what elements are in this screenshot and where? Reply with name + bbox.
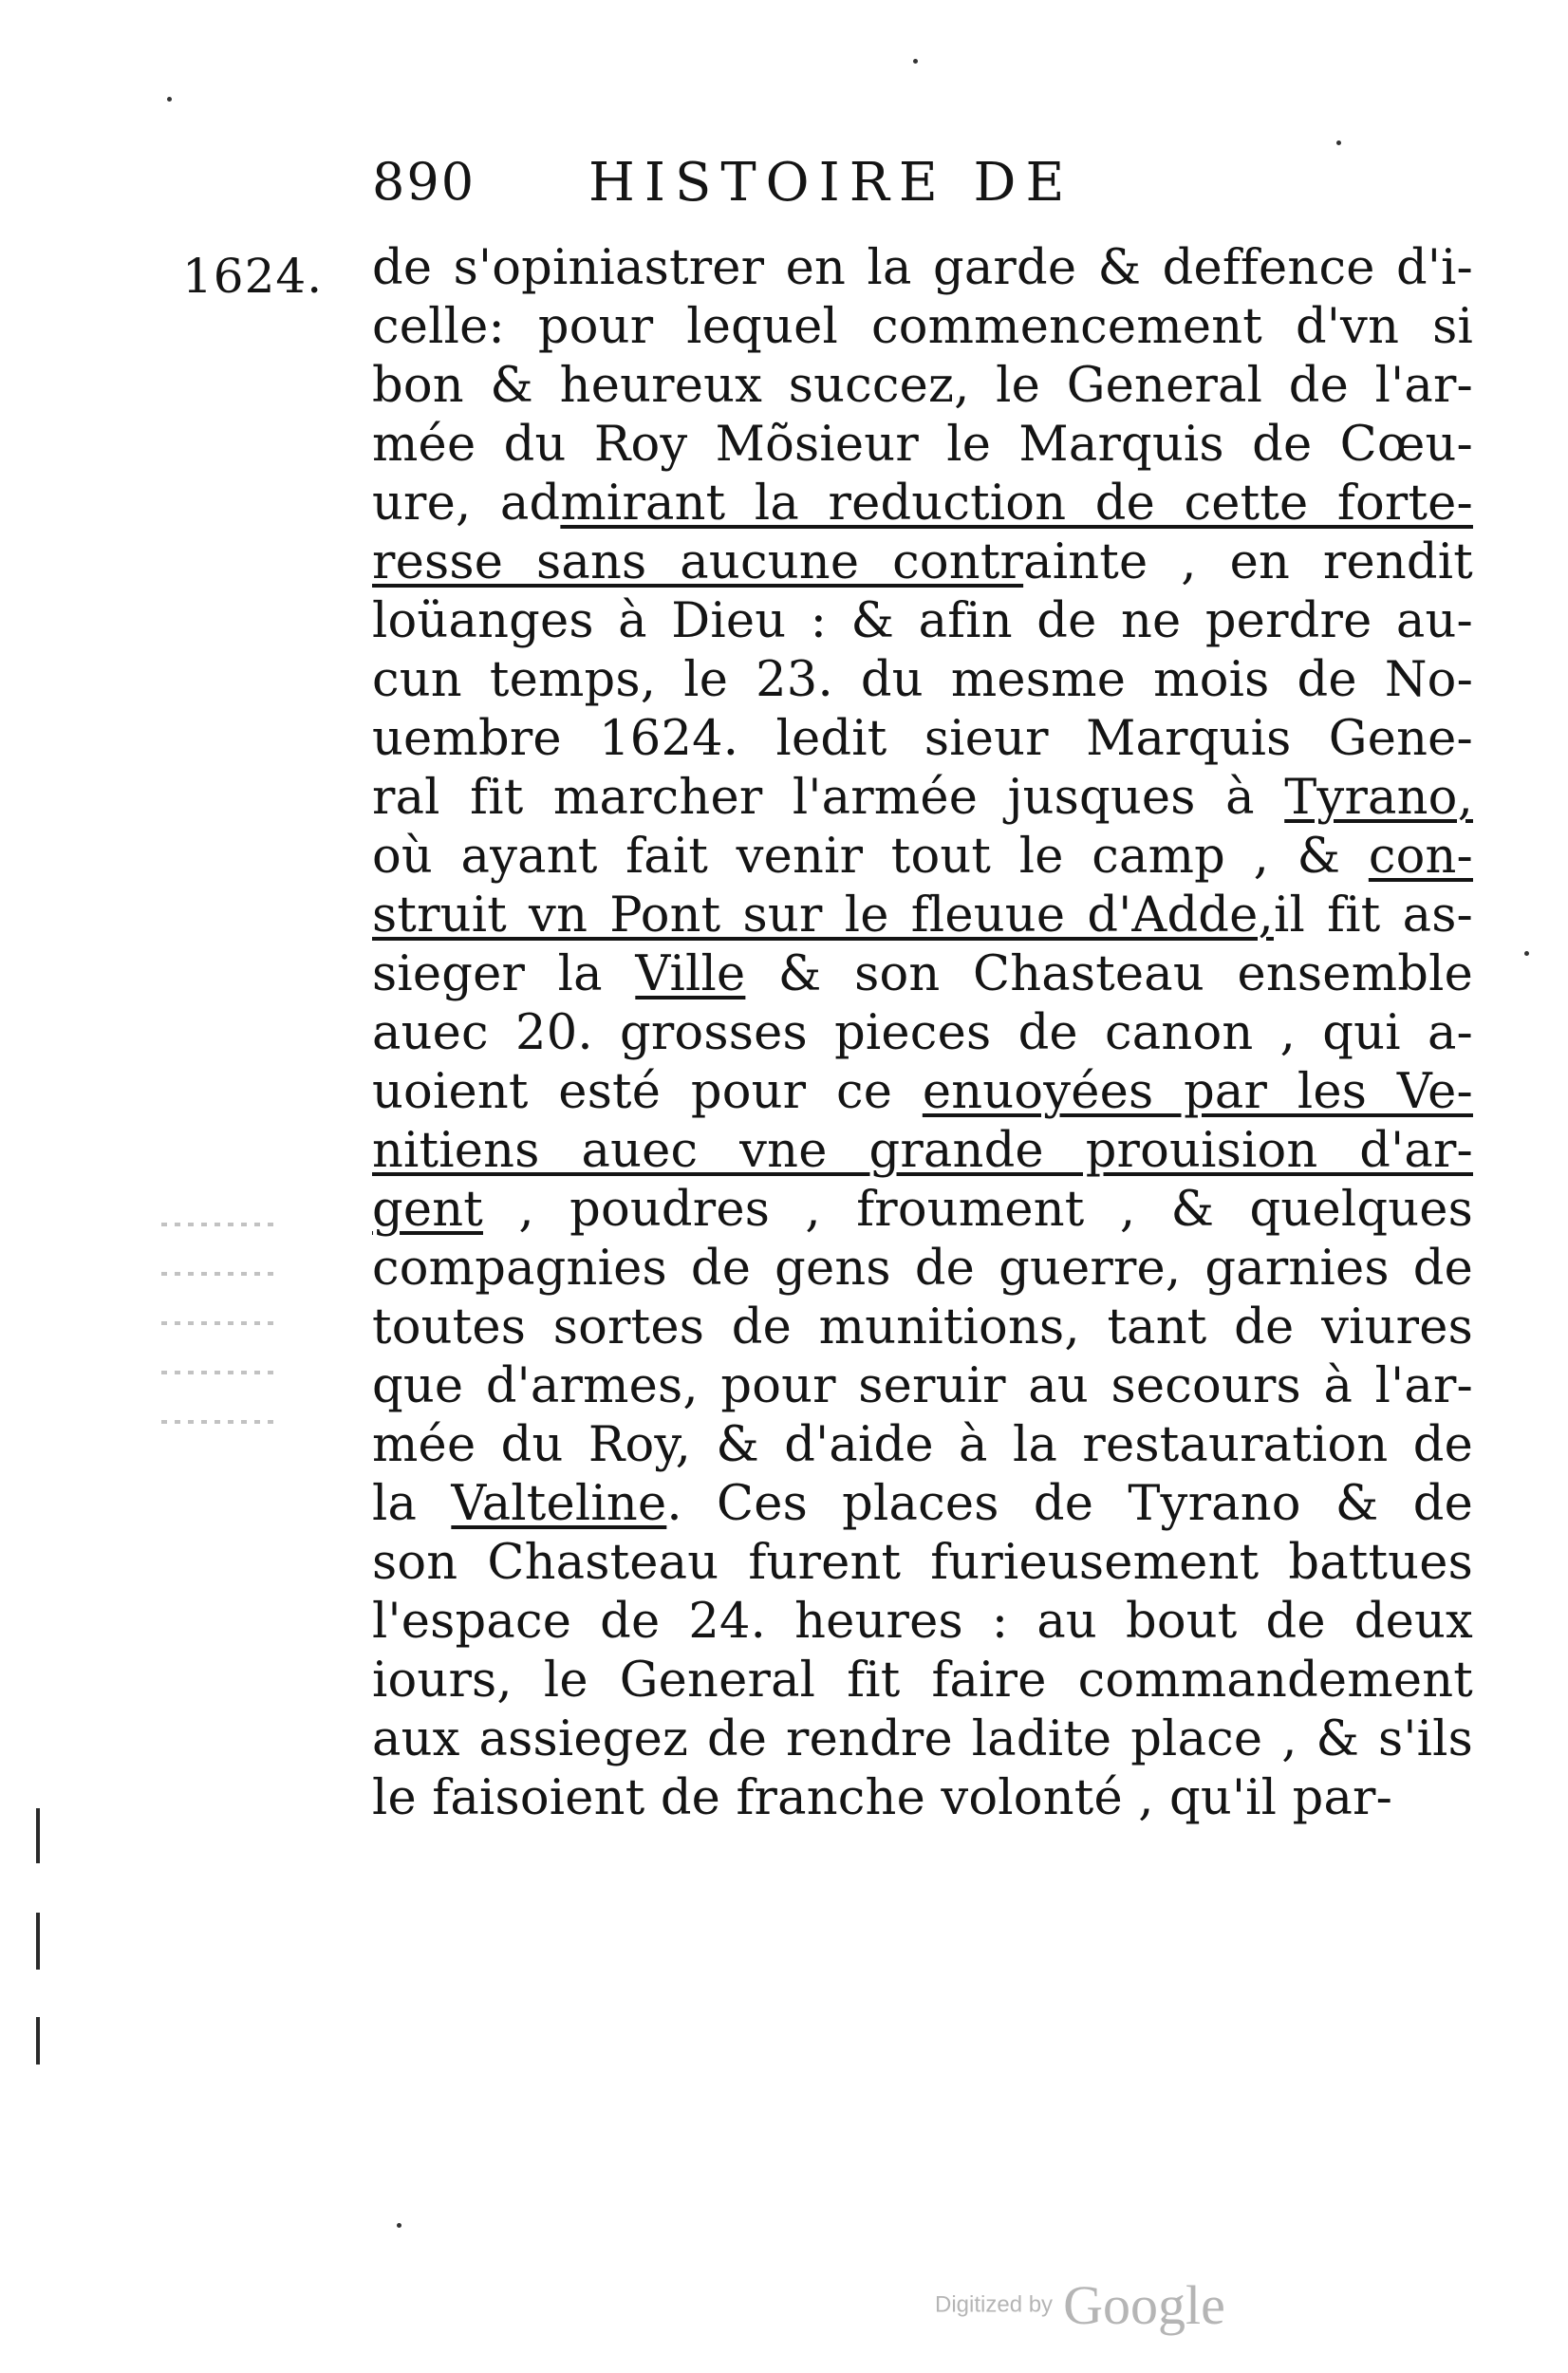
faint-mark xyxy=(161,1371,275,1374)
line-text: uoient esté pour ce xyxy=(372,1064,923,1120)
text-line xyxy=(372,239,1473,298)
text-line xyxy=(372,533,1473,592)
line-text: de s'opiniastrer en la garde & deffence d'i- xyxy=(372,240,1473,296)
running-head: HISTOIRE DE xyxy=(588,152,1074,214)
text-line xyxy=(372,887,1473,945)
faint-mark xyxy=(161,1272,275,1276)
watermark-prefix: Digitized by xyxy=(935,2291,1054,2318)
line-text: loüanges à Dieu : & afin de ne perdre au- xyxy=(372,593,1473,649)
text-line xyxy=(372,828,1473,887)
text-line xyxy=(372,1534,1473,1593)
text-line xyxy=(372,710,1473,769)
line-text: ainte , en rendit xyxy=(1023,534,1473,590)
line-text: celle: pour lequel commencement d'vn si xyxy=(372,299,1473,355)
scan-speck xyxy=(167,97,172,102)
line-text: bon & heureux succez, le General de l'ar- xyxy=(372,358,1473,414)
line-text: compagnies de gens de guerre, garnies de xyxy=(372,1241,1473,1297)
scan-speck xyxy=(1336,140,1341,145)
text-line xyxy=(372,1710,1473,1769)
body-text xyxy=(372,239,1473,1828)
line-text: l'espace de 24. heures : au bout de deux xyxy=(372,1594,1473,1650)
text-line xyxy=(372,1299,1473,1357)
line-text: son Chasteau furent furieusement battues xyxy=(372,1535,1473,1591)
page-header xyxy=(372,152,1321,228)
text-line xyxy=(372,416,1473,475)
line-text: & son Chasteau ensemble xyxy=(745,946,1473,1002)
text-line xyxy=(372,475,1473,533)
underlined-text: enuoyées par les Ve- xyxy=(922,1064,1473,1120)
text-line xyxy=(372,1063,1473,1122)
faint-mark xyxy=(161,1420,275,1424)
line-text: sieger la xyxy=(372,946,636,1002)
underlined-text: nitiens auec vne grande prouision d'ar- xyxy=(372,1123,1473,1179)
underlined-text: Ville xyxy=(635,946,746,1002)
line-text: où ayant fait venir tout le camp , & xyxy=(372,829,1369,885)
text-line xyxy=(372,1416,1473,1475)
text-line xyxy=(372,1475,1473,1534)
line-text: mée du Roy Mõsieur le Marquis de Cœu- xyxy=(372,417,1473,473)
line-text: ral fit marcher l'armée jusques à xyxy=(372,770,1285,826)
line-text: , poudres , froument , & quelques xyxy=(482,1182,1473,1238)
text-line xyxy=(372,1181,1473,1240)
scan-edge-mark xyxy=(36,2017,40,2065)
line-text: uembre 1624. ledit sieur Marquis Gene- xyxy=(372,711,1473,767)
line-text: . Ces places de Tyrano & de xyxy=(666,1476,1473,1532)
text-line xyxy=(372,651,1473,710)
margin-year-note: 1624. xyxy=(182,249,324,304)
scan-edge-mark xyxy=(36,1913,40,1970)
line-text: ure, ad xyxy=(372,476,561,532)
line-text: mée du Roy, & d'aide à la restauration de xyxy=(372,1417,1473,1473)
page-number: 890 xyxy=(372,152,476,212)
underlined-text: mirant la reduction de cette forte- xyxy=(560,476,1473,532)
scan-speck xyxy=(913,59,918,64)
underlined-text: resse sans aucune contr xyxy=(372,534,1024,590)
text-line xyxy=(372,1122,1473,1181)
text-line xyxy=(372,945,1473,1004)
line-text: toutes sortes de munitions, tant de viures xyxy=(372,1299,1473,1355)
scan-speck xyxy=(1524,951,1529,956)
line-text: il fit as- xyxy=(1273,888,1473,944)
text-line xyxy=(372,1652,1473,1710)
line-text: que d'armes, pour seruir au secours à l'ar- xyxy=(372,1358,1473,1414)
faint-mark xyxy=(161,1321,275,1325)
line-text: aux assiegez de rendre ladite place , & s'ils xyxy=(372,1711,1473,1767)
text-line xyxy=(372,1240,1473,1299)
text-line xyxy=(372,592,1473,651)
scan-speck xyxy=(397,2223,401,2228)
text-line xyxy=(372,1357,1473,1416)
text-line xyxy=(372,357,1473,416)
line-text: auec 20. grosses pieces de canon , qui a- xyxy=(372,1005,1473,1061)
line-text: cun temps, le 23. du mesme mois de No- xyxy=(372,652,1473,708)
underlined-text: gent xyxy=(372,1182,483,1238)
margin-faint-annotations xyxy=(142,1177,332,1424)
watermark-brand: Google xyxy=(1063,2274,1225,2336)
text-line xyxy=(372,1593,1473,1652)
line-text: la xyxy=(372,1476,452,1532)
line-text: iours, le General fit faire commandement xyxy=(372,1653,1473,1709)
text-line xyxy=(372,1769,1473,1828)
faint-mark xyxy=(161,1223,275,1226)
underlined-text: con- xyxy=(1368,829,1473,885)
underlined-text: struit vn Pont sur le fleuue d'Adde, xyxy=(372,888,1274,944)
text-line xyxy=(372,298,1473,357)
line-text: le faisoient de franche volonté , qu'il par- xyxy=(372,1770,1393,1826)
text-line xyxy=(372,769,1473,828)
scan-edge-mark xyxy=(36,1808,40,1863)
text-line xyxy=(372,1004,1473,1063)
underlined-text: Valteline xyxy=(451,1476,667,1532)
underlined-text: Tyrano, xyxy=(1284,770,1473,826)
digitized-watermark xyxy=(935,2273,1225,2337)
